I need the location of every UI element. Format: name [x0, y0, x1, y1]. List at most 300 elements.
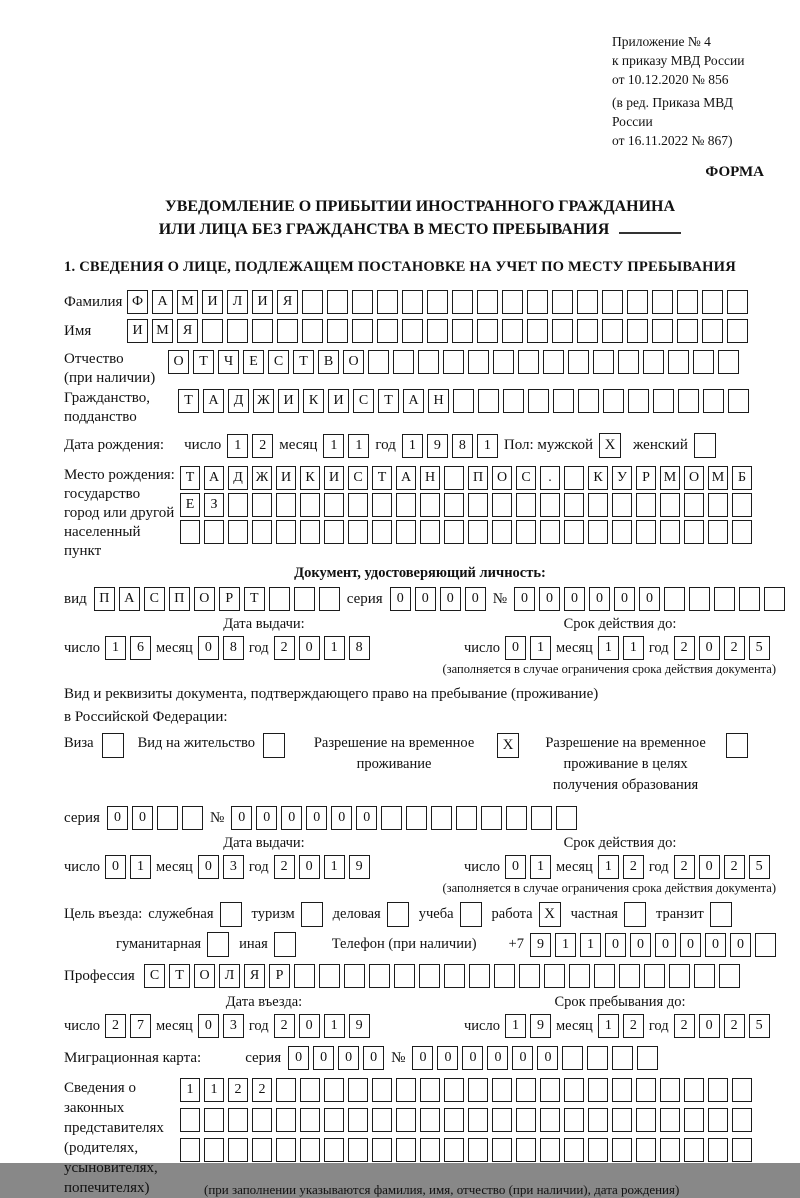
char-box[interactable]	[602, 319, 623, 343]
char-box[interactable]	[180, 1108, 200, 1132]
char-box[interactable]	[302, 319, 323, 343]
char-box[interactable]	[636, 1138, 656, 1162]
char-box[interactable]	[444, 964, 465, 988]
char-box[interactable]: 9	[427, 434, 448, 458]
char-box[interactable]: 1	[105, 636, 126, 660]
char-box[interactable]	[503, 389, 524, 413]
char-box[interactable]	[180, 520, 200, 544]
char-box[interactable]	[227, 319, 248, 343]
char-box[interactable]: 2	[252, 1078, 272, 1102]
char-box[interactable]	[637, 1046, 658, 1070]
char-box[interactable]	[276, 493, 296, 517]
char-box[interactable]	[444, 1078, 464, 1102]
char-box[interactable]	[684, 1078, 704, 1102]
char-box[interactable]: 0	[306, 806, 327, 830]
char-box[interactable]: .	[540, 466, 560, 490]
char-box[interactable]	[492, 1078, 512, 1102]
char-box[interactable]	[456, 806, 477, 830]
char-box[interactable]	[348, 1078, 368, 1102]
char-box[interactable]	[252, 319, 273, 343]
char-box[interactable]	[252, 1138, 272, 1162]
char-box[interactable]	[677, 319, 698, 343]
char-box[interactable]	[618, 350, 639, 374]
char-box[interactable]: 0	[299, 636, 320, 660]
char-box[interactable]	[612, 1046, 633, 1070]
char-box[interactable]: 6	[130, 636, 151, 660]
char-box[interactable]	[276, 1108, 296, 1132]
char-box[interactable]	[703, 389, 724, 413]
char-box[interactable]	[352, 319, 373, 343]
char-box[interactable]: И	[127, 319, 148, 343]
char-box[interactable]: 0	[462, 1046, 483, 1070]
char-box[interactable]	[492, 1108, 512, 1132]
char-box[interactable]	[478, 389, 499, 413]
char-box[interactable]: 8	[223, 636, 244, 660]
char-box[interactable]	[564, 1108, 584, 1132]
char-box[interactable]	[204, 520, 224, 544]
char-box[interactable]	[420, 1138, 440, 1162]
char-box[interactable]: 1	[180, 1078, 200, 1102]
char-box[interactable]: 5	[749, 636, 770, 660]
char-box[interactable]: 0	[331, 806, 352, 830]
char-box[interactable]: 1	[598, 1014, 619, 1038]
char-box[interactable]: Ф	[127, 290, 148, 314]
char-box[interactable]	[481, 806, 502, 830]
char-box[interactable]	[619, 964, 640, 988]
char-box[interactable]: 0	[699, 636, 720, 660]
char-box[interactable]	[157, 806, 178, 830]
char-box[interactable]: С	[144, 964, 165, 988]
char-box[interactable]	[477, 319, 498, 343]
char-box[interactable]: 0	[487, 1046, 508, 1070]
char-box[interactable]	[492, 493, 512, 517]
char-box[interactable]	[402, 319, 423, 343]
char-box[interactable]	[593, 350, 614, 374]
char-box[interactable]	[381, 806, 402, 830]
char-box[interactable]	[527, 319, 548, 343]
char-box[interactable]: Ж	[253, 389, 274, 413]
char-box[interactable]: Я	[277, 290, 298, 314]
char-box[interactable]	[204, 1138, 224, 1162]
char-box[interactable]: 0	[132, 806, 153, 830]
char-box[interactable]	[443, 350, 464, 374]
purpose-humanitarian-checkbox[interactable]	[207, 932, 229, 957]
char-box[interactable]	[368, 350, 389, 374]
char-box[interactable]	[577, 290, 598, 314]
char-box[interactable]	[327, 290, 348, 314]
char-box[interactable]	[402, 290, 423, 314]
char-box[interactable]: 9	[530, 1014, 551, 1038]
char-box[interactable]: С	[348, 466, 368, 490]
char-box[interactable]	[564, 466, 584, 490]
char-box[interactable]	[276, 520, 296, 544]
char-box[interactable]	[276, 1078, 296, 1102]
char-box[interactable]	[324, 1138, 344, 1162]
char-box[interactable]	[420, 520, 440, 544]
char-box[interactable]: Р	[636, 466, 656, 490]
char-box[interactable]	[708, 520, 728, 544]
char-box[interactable]: П	[468, 466, 488, 490]
char-box[interactable]	[552, 319, 573, 343]
char-box[interactable]	[540, 1078, 560, 1102]
char-box[interactable]: Т	[244, 587, 265, 611]
char-box[interactable]: А	[396, 466, 416, 490]
char-box[interactable]	[406, 806, 427, 830]
char-box[interactable]: 2	[623, 855, 644, 879]
char-box[interactable]: 8	[452, 434, 473, 458]
char-box[interactable]	[276, 1138, 296, 1162]
char-box[interactable]: Н	[420, 466, 440, 490]
char-box[interactable]	[327, 319, 348, 343]
char-box[interactable]	[302, 290, 323, 314]
char-box[interactable]	[718, 350, 739, 374]
char-box[interactable]	[652, 290, 673, 314]
char-box[interactable]	[739, 587, 760, 611]
char-box[interactable]	[418, 350, 439, 374]
temp-permit-education-checkbox[interactable]	[726, 733, 748, 758]
char-box[interactable]: О	[343, 350, 364, 374]
char-box[interactable]: Т	[193, 350, 214, 374]
char-box[interactable]	[319, 964, 340, 988]
char-box[interactable]	[528, 389, 549, 413]
char-box[interactable]	[588, 1108, 608, 1132]
char-box[interactable]	[755, 933, 776, 957]
char-box[interactable]: 3	[223, 1014, 244, 1038]
purpose-work-checkbox[interactable]: X	[539, 902, 561, 927]
char-box[interactable]	[502, 319, 523, 343]
char-box[interactable]	[252, 1108, 272, 1132]
char-box[interactable]: М	[152, 319, 173, 343]
purpose-study-checkbox[interactable]	[460, 902, 482, 927]
char-box[interactable]	[452, 319, 473, 343]
char-box[interactable]: 0	[655, 933, 676, 957]
char-box[interactable]	[603, 389, 624, 413]
char-box[interactable]	[300, 1138, 320, 1162]
char-box[interactable]: 2	[252, 434, 273, 458]
gender-female-checkbox[interactable]	[694, 433, 716, 458]
char-box[interactable]: А	[204, 466, 224, 490]
char-box[interactable]	[660, 1138, 680, 1162]
char-box[interactable]: 0	[415, 587, 436, 611]
char-box[interactable]	[352, 290, 373, 314]
char-box[interactable]: 0	[630, 933, 651, 957]
char-box[interactable]	[578, 389, 599, 413]
char-box[interactable]	[324, 1108, 344, 1132]
char-box[interactable]: 0	[231, 806, 252, 830]
char-box[interactable]: 1	[402, 434, 423, 458]
char-box[interactable]	[727, 319, 748, 343]
char-box[interactable]	[420, 1078, 440, 1102]
char-box[interactable]: 5	[749, 855, 770, 879]
char-box[interactable]	[636, 520, 656, 544]
char-box[interactable]: 0	[107, 806, 128, 830]
char-box[interactable]	[628, 389, 649, 413]
char-box[interactable]	[202, 319, 223, 343]
purpose-transit-checkbox[interactable]	[710, 902, 732, 927]
char-box[interactable]	[372, 1078, 392, 1102]
char-box[interactable]	[684, 1108, 704, 1132]
char-box[interactable]	[396, 1078, 416, 1102]
char-box[interactable]: Л	[227, 290, 248, 314]
char-box[interactable]	[369, 964, 390, 988]
char-box[interactable]	[180, 1138, 200, 1162]
char-box[interactable]	[204, 1108, 224, 1132]
char-box[interactable]	[653, 389, 674, 413]
char-box[interactable]	[300, 493, 320, 517]
char-box[interactable]	[492, 520, 512, 544]
residence-permit-checkbox[interactable]	[263, 733, 285, 758]
char-box[interactable]	[564, 520, 584, 544]
char-box[interactable]: 0	[639, 587, 660, 611]
char-box[interactable]	[396, 520, 416, 544]
char-box[interactable]: 2	[623, 1014, 644, 1038]
purpose-tourism-checkbox[interactable]	[301, 902, 323, 927]
char-box[interactable]	[677, 290, 698, 314]
char-box[interactable]	[577, 319, 598, 343]
char-box[interactable]: 0	[505, 855, 526, 879]
char-box[interactable]	[678, 389, 699, 413]
char-box[interactable]	[564, 493, 584, 517]
purpose-private-checkbox[interactable]	[624, 902, 646, 927]
char-box[interactable]: 2	[274, 855, 295, 879]
char-box[interactable]	[552, 290, 573, 314]
char-box[interactable]	[531, 806, 552, 830]
char-box[interactable]: Т	[178, 389, 199, 413]
char-box[interactable]: 1	[324, 636, 345, 660]
char-box[interactable]	[588, 493, 608, 517]
char-box[interactable]: С	[144, 587, 165, 611]
char-box[interactable]: А	[119, 587, 140, 611]
char-box[interactable]	[419, 964, 440, 988]
char-box[interactable]: 0	[105, 855, 126, 879]
char-box[interactable]	[556, 806, 577, 830]
char-box[interactable]	[636, 493, 656, 517]
char-box[interactable]: 1	[598, 636, 619, 660]
char-box[interactable]	[453, 389, 474, 413]
char-box[interactable]: 1	[555, 933, 576, 957]
char-box[interactable]	[636, 1078, 656, 1102]
purpose-official-checkbox[interactable]	[220, 902, 242, 927]
char-box[interactable]: 0	[465, 587, 486, 611]
char-box[interactable]: 0	[356, 806, 377, 830]
char-box[interactable]	[348, 1138, 368, 1162]
char-box[interactable]: 1	[348, 434, 369, 458]
char-box[interactable]: Т	[372, 466, 392, 490]
char-box[interactable]	[612, 1138, 632, 1162]
char-box[interactable]: 1	[227, 434, 248, 458]
char-box[interactable]: 1	[530, 636, 551, 660]
char-box[interactable]: 0	[699, 855, 720, 879]
char-box[interactable]	[612, 493, 632, 517]
char-box[interactable]: З	[204, 493, 224, 517]
char-box[interactable]: 3	[223, 855, 244, 879]
char-box[interactable]: 9	[530, 933, 551, 957]
char-box[interactable]	[693, 350, 714, 374]
char-box[interactable]	[228, 1138, 248, 1162]
char-box[interactable]	[324, 493, 344, 517]
char-box[interactable]	[377, 319, 398, 343]
char-box[interactable]: 0	[256, 806, 277, 830]
char-box[interactable]	[348, 520, 368, 544]
char-box[interactable]: 0	[539, 587, 560, 611]
char-box[interactable]	[468, 1138, 488, 1162]
char-box[interactable]	[564, 1138, 584, 1162]
char-box[interactable]	[468, 1078, 488, 1102]
char-box[interactable]: 1	[623, 636, 644, 660]
char-box[interactable]: С	[516, 466, 536, 490]
char-box[interactable]: 0	[299, 855, 320, 879]
char-box[interactable]: 1	[505, 1014, 526, 1038]
char-box[interactable]: О	[168, 350, 189, 374]
char-box[interactable]	[396, 1138, 416, 1162]
char-box[interactable]: Л	[219, 964, 240, 988]
char-box[interactable]: С	[268, 350, 289, 374]
char-box[interactable]	[588, 1078, 608, 1102]
char-box[interactable]: В	[318, 350, 339, 374]
char-box[interactable]	[492, 1138, 512, 1162]
char-box[interactable]: И	[276, 466, 296, 490]
char-box[interactable]	[494, 964, 515, 988]
char-box[interactable]	[540, 493, 560, 517]
char-box[interactable]: 0	[514, 587, 535, 611]
char-box[interactable]	[564, 1078, 584, 1102]
char-box[interactable]	[394, 964, 415, 988]
char-box[interactable]: 2	[724, 855, 745, 879]
char-box[interactable]: 0	[589, 587, 610, 611]
char-box[interactable]	[684, 1138, 704, 1162]
char-box[interactable]: Я	[177, 319, 198, 343]
char-box[interactable]: П	[169, 587, 190, 611]
char-box[interactable]	[519, 964, 540, 988]
char-box[interactable]: 1	[477, 434, 498, 458]
purpose-business-checkbox[interactable]	[387, 902, 409, 927]
char-box[interactable]	[377, 290, 398, 314]
char-box[interactable]	[660, 1108, 680, 1132]
char-box[interactable]	[588, 1138, 608, 1162]
char-box[interactable]	[594, 964, 615, 988]
char-box[interactable]: 0	[299, 1014, 320, 1038]
char-box[interactable]	[468, 350, 489, 374]
char-box[interactable]	[506, 806, 527, 830]
char-box[interactable]: 2	[674, 855, 695, 879]
char-box[interactable]	[612, 1108, 632, 1132]
char-box[interactable]: 0	[198, 855, 219, 879]
char-box[interactable]: А	[152, 290, 173, 314]
char-box[interactable]	[228, 493, 248, 517]
char-box[interactable]	[540, 1138, 560, 1162]
char-box[interactable]: П	[94, 587, 115, 611]
char-box[interactable]	[684, 520, 704, 544]
char-box[interactable]: 0	[614, 587, 635, 611]
char-box[interactable]	[516, 1078, 536, 1102]
char-box[interactable]	[431, 806, 452, 830]
char-box[interactable]: 1	[130, 855, 151, 879]
char-box[interactable]	[300, 1108, 320, 1132]
char-box[interactable]	[252, 493, 272, 517]
char-box[interactable]: Т	[378, 389, 399, 413]
char-box[interactable]: 2	[105, 1014, 126, 1038]
char-box[interactable]: И	[202, 290, 223, 314]
char-box[interactable]	[468, 493, 488, 517]
char-box[interactable]: 9	[349, 1014, 370, 1038]
char-box[interactable]: 0	[437, 1046, 458, 1070]
char-box[interactable]: О	[194, 964, 215, 988]
char-box[interactable]: Р	[219, 587, 240, 611]
char-box[interactable]	[319, 587, 340, 611]
char-box[interactable]	[468, 1108, 488, 1132]
char-box[interactable]	[396, 1108, 416, 1132]
char-box[interactable]	[732, 1138, 752, 1162]
char-box[interactable]: Е	[243, 350, 264, 374]
char-box[interactable]	[477, 290, 498, 314]
char-box[interactable]: Д	[228, 466, 248, 490]
char-box[interactable]: 0	[505, 636, 526, 660]
char-box[interactable]	[540, 520, 560, 544]
char-box[interactable]	[252, 520, 272, 544]
char-box[interactable]: А	[403, 389, 424, 413]
char-box[interactable]	[562, 1046, 583, 1070]
char-box[interactable]	[708, 493, 728, 517]
char-box[interactable]	[660, 520, 680, 544]
char-box[interactable]: 0	[730, 933, 751, 957]
char-box[interactable]: У	[612, 466, 632, 490]
char-box[interactable]: О	[194, 587, 215, 611]
char-box[interactable]: 0	[537, 1046, 558, 1070]
char-box[interactable]	[420, 1108, 440, 1132]
char-box[interactable]	[516, 1138, 536, 1162]
char-box[interactable]: 0	[605, 933, 626, 957]
char-box[interactable]: С	[353, 389, 374, 413]
char-box[interactable]: Е	[180, 493, 200, 517]
char-box[interactable]: Д	[228, 389, 249, 413]
char-box[interactable]	[660, 493, 680, 517]
char-box[interactable]	[569, 964, 590, 988]
char-box[interactable]	[652, 319, 673, 343]
char-box[interactable]: Ч	[218, 350, 239, 374]
char-box[interactable]	[727, 290, 748, 314]
char-box[interactable]	[627, 290, 648, 314]
char-box[interactable]	[344, 964, 365, 988]
char-box[interactable]	[708, 1138, 728, 1162]
char-box[interactable]	[269, 587, 290, 611]
char-box[interactable]	[300, 1078, 320, 1102]
char-box[interactable]: 1	[598, 855, 619, 879]
char-box[interactable]: Н	[428, 389, 449, 413]
char-box[interactable]	[702, 290, 723, 314]
char-box[interactable]: 1	[580, 933, 601, 957]
char-box[interactable]	[427, 319, 448, 343]
char-box[interactable]	[294, 587, 315, 611]
char-box[interactable]: 0	[281, 806, 302, 830]
char-box[interactable]: 1	[324, 855, 345, 879]
char-box[interactable]: И	[328, 389, 349, 413]
char-box[interactable]: 0	[338, 1046, 359, 1070]
char-box[interactable]: 2	[674, 636, 695, 660]
purpose-other-checkbox[interactable]	[274, 932, 296, 957]
char-box[interactable]	[372, 493, 392, 517]
char-box[interactable]	[732, 493, 752, 517]
char-box[interactable]	[420, 493, 440, 517]
char-box[interactable]	[664, 587, 685, 611]
char-box[interactable]	[764, 587, 785, 611]
char-box[interactable]	[452, 290, 473, 314]
visa-checkbox[interactable]	[102, 733, 124, 758]
char-box[interactable]	[543, 350, 564, 374]
char-box[interactable]: 0	[363, 1046, 384, 1070]
char-box[interactable]	[348, 493, 368, 517]
char-box[interactable]	[568, 350, 589, 374]
char-box[interactable]	[277, 319, 298, 343]
